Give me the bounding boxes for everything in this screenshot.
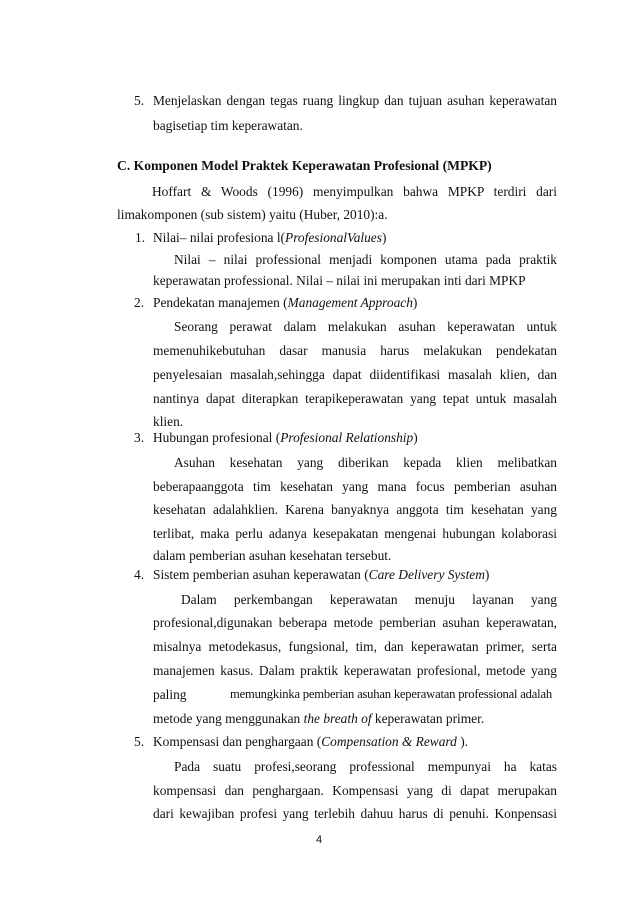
paragraph-line: keperawatan professional. Nilai – nilai ini merupakan inti dari MPKP (153, 273, 526, 288)
paragraph-line: Asuhan kesehatan yang diberikan kepada klien melibatkan (174, 455, 557, 470)
paragraph-line: beberapaanggota tim kesehatan yang mana focus pemberian asuhan (153, 479, 557, 494)
intro-line: limakomponen (sub sistem) yaitu (Huber, 2010):a. (117, 207, 388, 222)
item-title: Sistem pemberian asuhan keperawatan (Care Delivery System) (153, 567, 490, 582)
paragraph-line: memenuhikebutuhan dasar manusia harus melakukan pendekatan (153, 343, 557, 358)
paragraph-line: profesional,digunakan beberapa metode pemberian asuhan keperawatan, (153, 615, 557, 630)
page-number: 4 (315, 834, 323, 846)
item-title: Hubungan profesional (Profesional Relationship) (153, 430, 418, 445)
list-number: 5. (134, 93, 145, 108)
list-number: 2. (134, 295, 145, 310)
list-number: 1. (135, 230, 146, 245)
paragraph-line: Nilai – nilai professional menjadi komponen utama pada praktik (174, 252, 557, 267)
paragraph-line: memungkinka pemberian asuhan keperawatan professional adalah (230, 687, 552, 701)
paragraph-line: nantinya dapat diterapkan terapikeperawatan yang tepat untuk masalah (153, 391, 557, 406)
paragraph-line: paling (153, 687, 187, 702)
list-number: 5. (134, 734, 145, 749)
paragraph-line: kompensasi dan penghargaan. Kompensasi yang di dapat merupakan (153, 783, 557, 798)
paragraph-line: klien. (153, 414, 184, 429)
paragraph-line: metode yang menggunakan the breath of keperawatan primer. (153, 711, 485, 726)
intro-line: Hoffart & Woods (1996) menyimpulkan bahwa MPKP terdiri dari (152, 184, 557, 199)
paragraph-line: dalam pemberian asuhan kesehatan tersebut. (153, 548, 392, 563)
paragraph-line: Seorang perawat dalam melakukan asuhan keperawatan untuk (174, 319, 557, 334)
paragraph-line: terlibat, maka perlu adanya kesepakatan mengenai hubungan kolaborasi (153, 526, 557, 541)
item-title: Nilai– nilai profesiona l(ProfesionalValues) (153, 230, 387, 245)
paragraph-line: kesehatan adalahklien. Karena banyaknya anggota tim kesehatan yang (153, 502, 557, 517)
list-number: 4. (134, 567, 145, 582)
paragraph-line: bagisetiap tim keperawatan. (153, 118, 303, 133)
paragraph-line: misalnya metodekasus, fungsional, tim, dan keperawatan primer, serta (153, 639, 557, 654)
item-title: Pendekatan manajemen (Management Approach) (153, 295, 418, 310)
paragraph-line: manajemen kasus. Dalam praktik keperawatan profesional, metode yang (153, 663, 557, 678)
item-title: Kompensasi dan penghargaan (Compensation & Reward ). (153, 734, 468, 749)
paragraph-line: Pada suatu profesi,seorang professional mempunyai ha katas (174, 759, 557, 774)
paragraph-line: penyelesaian masalah,sehingga dapat diidentifikasi masalah klien, dan (153, 367, 557, 382)
list-number: 3. (134, 430, 145, 445)
paragraph-line: dari kewajiban profesi yang terlebih dahuu harus di penuhi. Konpensasi (153, 806, 557, 821)
paragraph-line: Menjelaskan dengan tegas ruang lingkup dan tujuan asuhan keperawatan (153, 93, 557, 108)
section-heading: C. Komponen Model Praktek Keperawatan Profesional (MPKP) (117, 158, 492, 173)
paragraph-line: Dalam perkembangan keperawatan menuju layanan yang (181, 592, 557, 607)
